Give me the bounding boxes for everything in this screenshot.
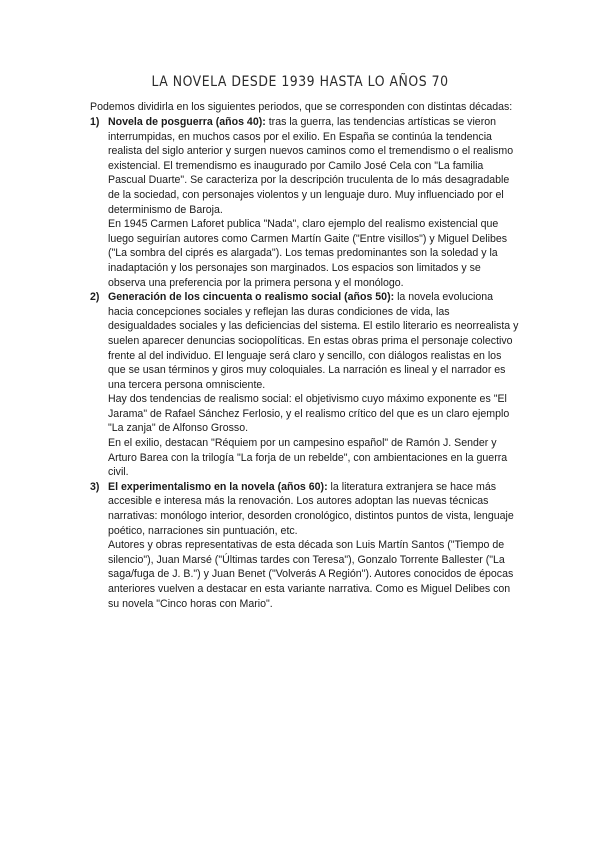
item-paragraph <box>108 290 520 392</box>
list-number: 1) <box>90 116 100 128</box>
page-title: LA NOVELA DESDE 1939 HASTA LO AÑOS 70 <box>151 74 449 90</box>
list-number: 3) <box>90 480 100 493</box>
item-text: la literatura extranjera se hace más accesible e interesa más la renovación. Los autores adoptan las nuevas técnicas narrativas: monólogo interior, desorden cronológico, distintos puntos de vista, lenguaje poético, narraciones sin puntuación, etc. <box>108 480 514 537</box>
item-paragraph: En el exilio, destacan "Réquiem por un campesino español" de Ramón J. Sender y Arturo Barea con la trilogía "La forja de un rebelde", con ambientaciones en la guerra civil. <box>108 437 508 479</box>
list-item-2 <box>80 290 520 480</box>
item-paragraph <box>108 480 520 538</box>
list-number: 2) <box>90 291 100 304</box>
list-item-3 <box>80 480 520 611</box>
item-paragraph <box>108 115 520 217</box>
list-item-1 <box>80 115 520 290</box>
item-heading: El experimentalismo en la novela (años 60): <box>108 480 328 493</box>
item-paragraph: En 1945 Carmen Laforet publica "Nada", claro ejemplo del realismo existencial que luego seguirían autores como Carmen Martín Gaite ("Entre visillos") y Miguel Delibes ("La sombra del ciprés es alargada"). Los temas predominantes son la soledad y la inadaptación y los personajes son marginados. Los espacios son limitados y se observa una preferencia por la primera persona y el monólogo. <box>108 218 508 289</box>
item-text: la novela evoluciona hacia concepciones sociales y reflejan las duras condiciones de vida, las desigualdades sociales y las deficiencias del sistema. El estilo literario es neorrealista y suelen aparecer denuncias sociopolíticas. En estas obras prima el personaje colectivo frente al del individuo. El lenguaje será claro y sencillo, con diálogos realistas en los que se usan términos y giros muy coloquiales. La narración es lineal y el narrador es una tercera persona omnisciente. <box>108 291 519 391</box>
intro-paragraph: Podemos dividirla en los siguientes periodos, que se corresponden con distintas décadas: <box>90 101 513 113</box>
item-heading: Novela de posguerra (años 40): <box>108 116 266 128</box>
item-paragraph: Autores y obras representativas de esta década son Luis Martín Santos ("Tiempo de silencio"), Juan Marsé ("Últimas tardes con Teresa"), Gonzalo Torrente Ballester ("La saga/fuga de J. B.") y Juan Benet ("Volverás A Región"). Autores conocidos de épocas anteriores vuelven a destacar en esta variante narrativa. Como es Miguel Delibes con su novela "Cinco horas con Mario". <box>108 539 514 610</box>
periods-list <box>80 115 520 611</box>
item-paragraph: Hay dos tendencias de realismo social: el objetivismo cuyo máximo exponente es "El Jarama" de Rafael Sánchez Ferlosio, y el realismo crítico del que es un claro ejemplo "La zanja" de Alfonso Grosso. <box>108 393 510 435</box>
item-text: tras la guerra, las tendencias artísticas se vieron interrumpidas, en muchos casos por el exilio. En España se continúa la tendencia realista del siglo anterior y surgen nuevos caminos como el tremendismo o el realismo existencial. El tremendismo es inaugurado por Camilo José Cela con "La familia Pascual Duarte". Se caracteriza por la descripción truculenta de lo más desagradable de la sociedad, con personajes violentos y un lenguaje duro. Muy influenciado por el determinismo de Baroja. <box>108 116 514 216</box>
item-heading: Generación de los cincuenta o realismo social (años 50): <box>108 291 395 304</box>
